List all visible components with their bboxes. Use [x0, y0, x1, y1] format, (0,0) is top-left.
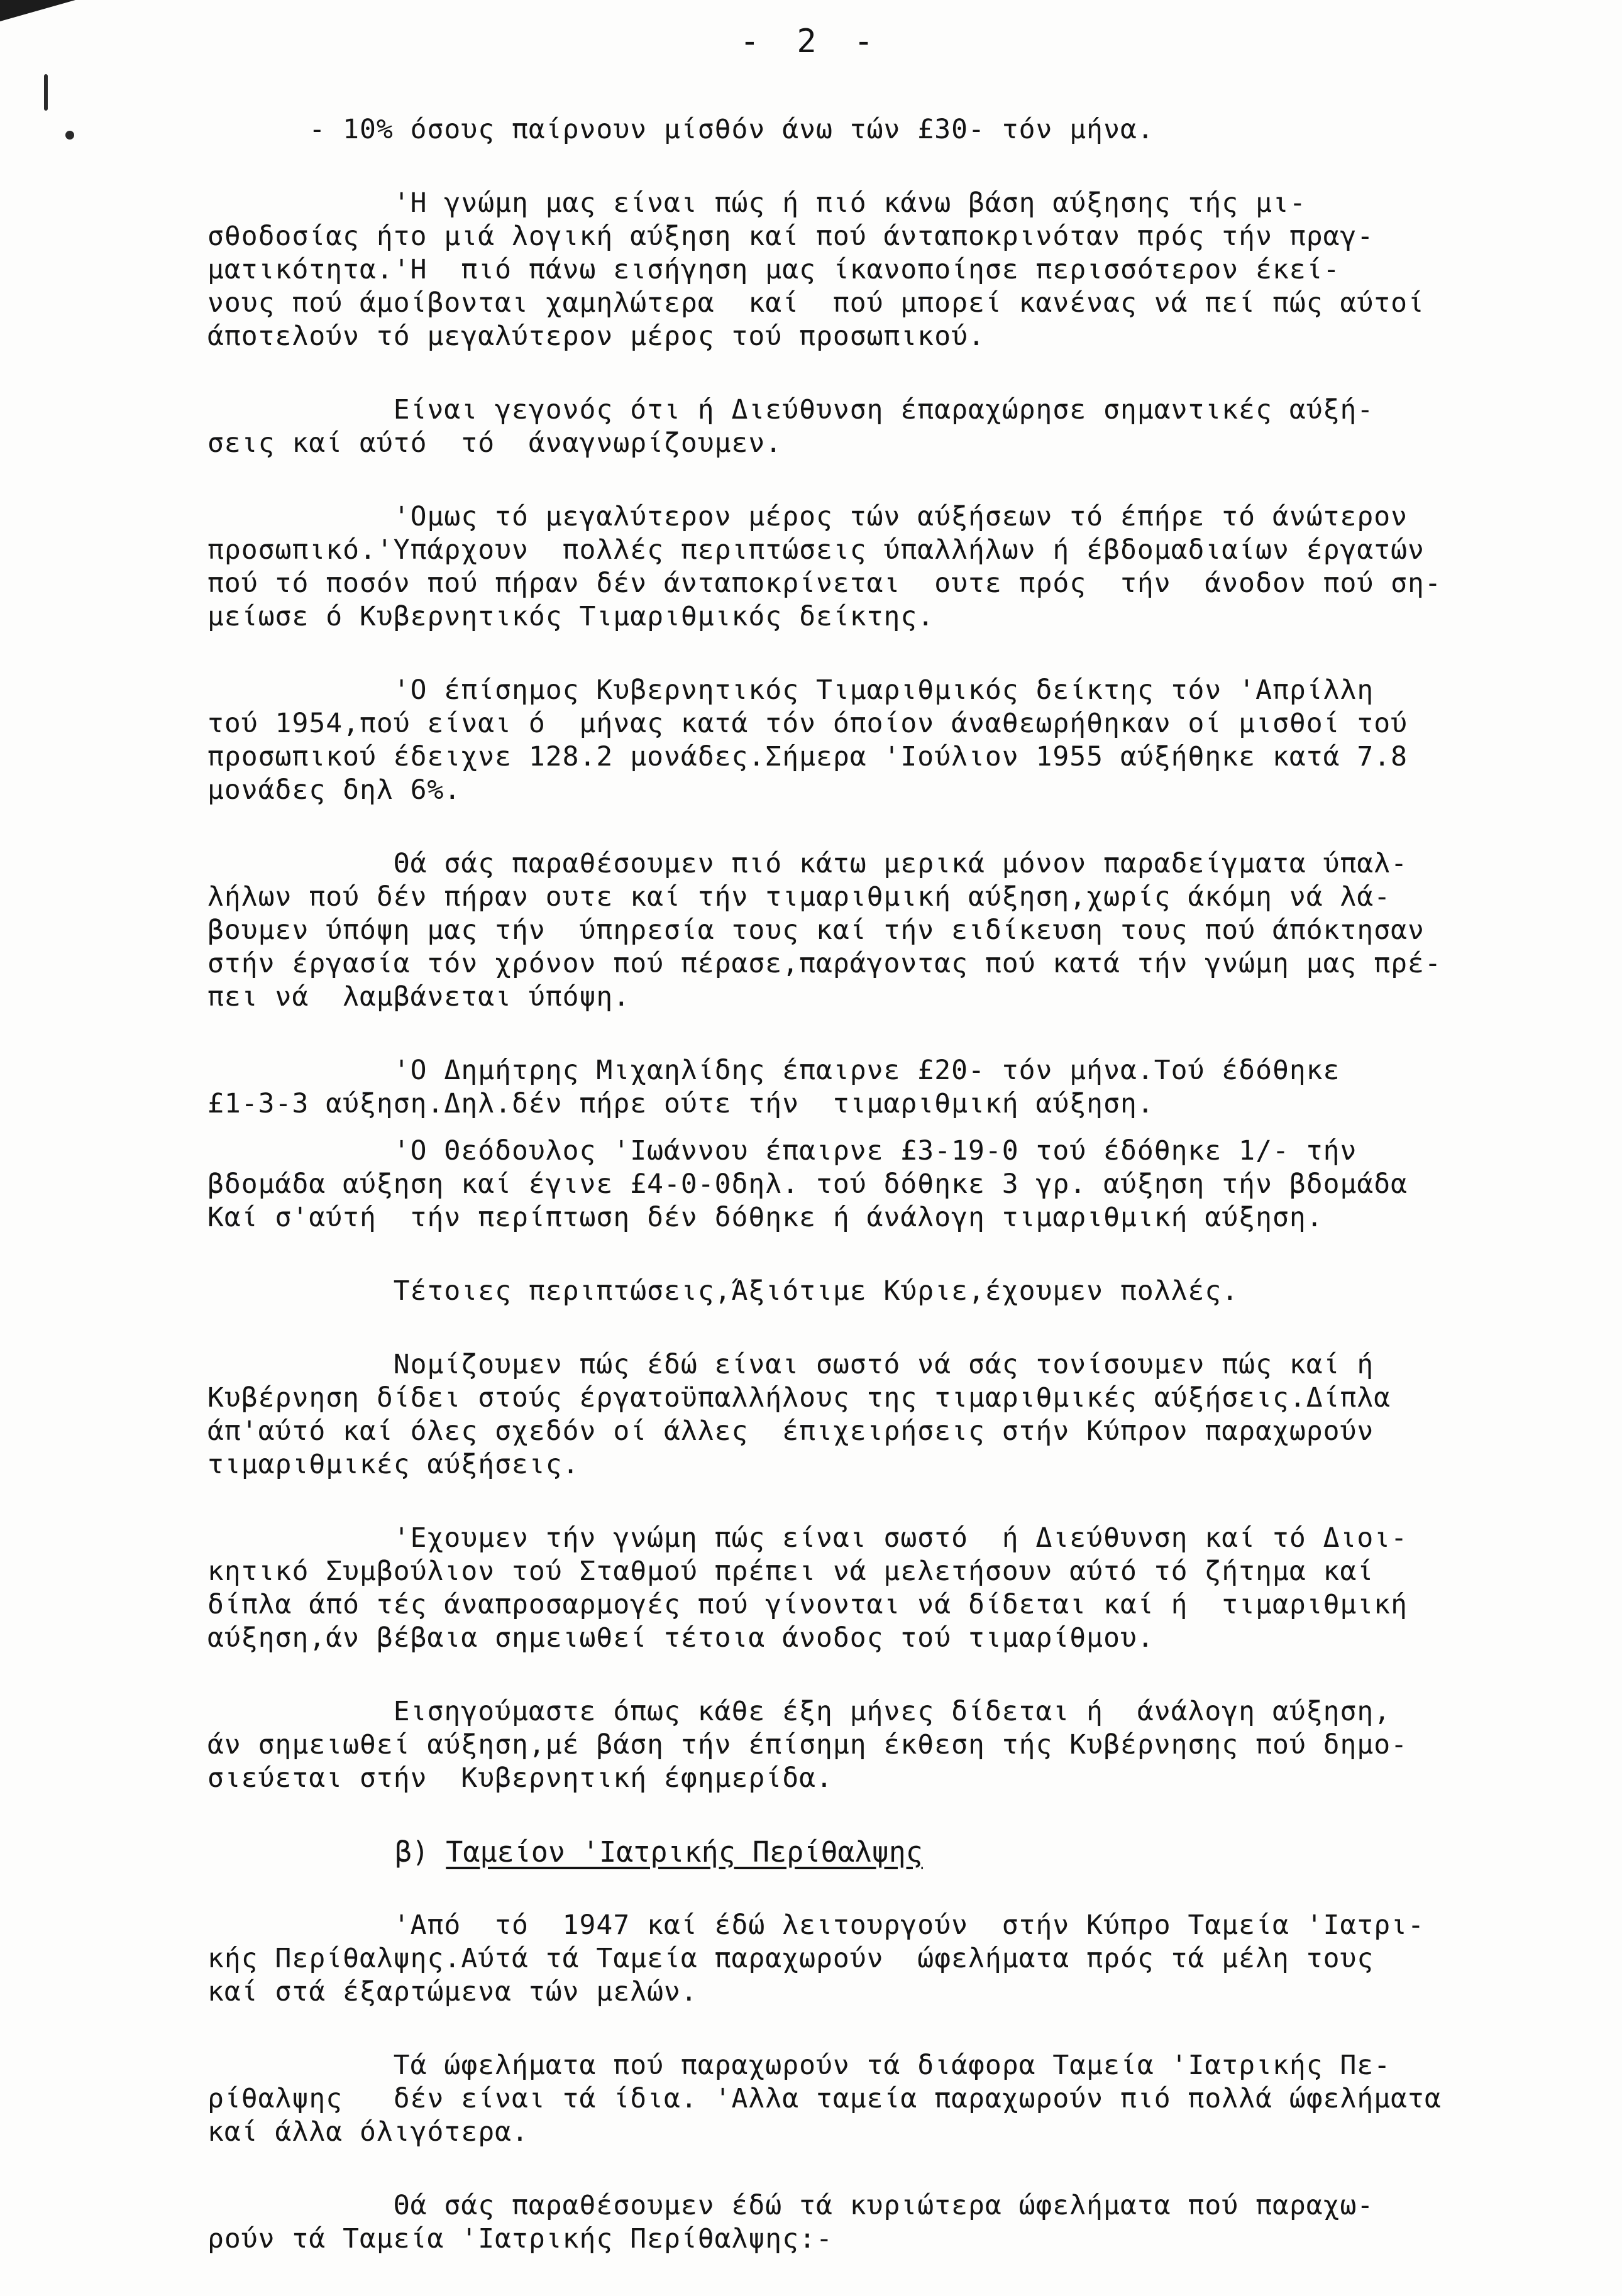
- text-line: αύξηση,άν βέβαια σημειωθεί τέτοια άνοδος τού τιμαρίθμου.: [207, 1622, 1154, 1654]
- text-line: κητικό Συμβούλιον τού Σταθμού πρέπει νά μελετήσουν αύτό τό ζήτημα καί: [207, 1556, 1374, 1587]
- text-line: λήλων πού δέν πήραν ουτε καί τήν τιμαριθμική αύξηση,χωρίς άκόμη νά λά-: [207, 881, 1391, 913]
- paragraph: [207, 1695, 1591, 1795]
- text-line: πει νά λαμβάνεται ύπόψη.: [207, 981, 631, 1013]
- section-heading: [207, 1835, 1591, 1869]
- paragraph: [207, 1134, 1591, 1234]
- text-line: προσωπικού έδειχνε 128.2 μονάδες.Σήμερα 'Ιούλιον 1955 αύξήθηκε κατά 7.8: [207, 741, 1408, 772]
- paragraph: [207, 1909, 1591, 2009]
- text-line: δίπλα άπό τές άναπροσαρμογές πού γίνονται νά δίδεται καί ή τιμαριθμική: [207, 1589, 1408, 1620]
- text-line: καί άλλα όλιγότερα.: [207, 2116, 529, 2148]
- paragraph: [207, 1275, 1591, 1308]
- margin-ink-dot: [65, 131, 74, 140]
- text-line: Είναι γεγονός ότι ή Διεύθυνση έπαραχώρησε σημαντικές αύξή-: [207, 394, 1374, 426]
- text-line: τού 1954,πού είναι ό μήνας κατά τόν όποίον άναθεωρήθηκαν οί μισθοί τού: [207, 708, 1408, 739]
- text-line: Θά σάς παραθέσουμεν πιό κάτω μερικά μόνον παραδείγματα ύπαλ-: [207, 848, 1408, 879]
- text-line: άν σημειωθεί αύξηση,μέ βάση τήν έπίσημη έκθεση τής Κυβέρνησης πού δημο-: [207, 1729, 1408, 1760]
- text-line: Εισηγούμαστε όπως κάθε έξη μήνες δίδεται ή άνάλογη αύξηση,: [207, 1696, 1391, 1727]
- paragraph: [207, 113, 1591, 146]
- paragraph: [207, 1054, 1591, 1121]
- text-line: ρίθαλψης δέν είναι τά ίδια. 'Αλλα ταμεία παραχωρούν πιό πολλά ώφελήματα: [207, 2083, 1442, 2114]
- text-line: βδομάδα αύξηση καί έγινε £4-0-0δηλ. τού δόθηκε 3 γρ. αύξηση τήν βδομάδα: [207, 1168, 1408, 1200]
- paragraph-list: [207, 113, 1591, 1795]
- text-line: 'Εχουμεν τήν γνώμη πώς είναι σωστό ή Διεύθυνση καί τό Διοι-: [207, 1522, 1408, 1554]
- text-line: Κυβέρνηση δίδει στούς έργατοϋπαλλήλους της τιμαριθμικές αύξήσεις.Δίπλα: [207, 1382, 1391, 1414]
- page-number: - 2 -: [739, 23, 883, 60]
- text-line: 'Ο Θεόδουλος 'Ιωάννου έπαιρνε £3-19-0 τού έδόθηκε 1/- τήν: [207, 1135, 1357, 1167]
- paragraph: [207, 393, 1591, 460]
- paragraph: [207, 1348, 1591, 1481]
- text-line: ρούν τά Ταμεία 'Ιατρικής Περίθαλψης:-: [207, 2223, 833, 2255]
- text-line: 'Από τό 1947 καί έδώ λειτουργούν στήν Κύπρο Ταμεία 'Ιατρι-: [207, 1909, 1425, 1941]
- margin-ink-mark: [44, 74, 48, 111]
- text-line: ματικότητα.'Η πιό πάνω εισήγηση μας ίκανοποίησε περισσότερον έκεί-: [207, 254, 1340, 285]
- text-line: 'Η γνώμη μας είναι πώς ή πιό κάνω βάση αύξησης τής μι-: [207, 187, 1306, 219]
- paragraph: [207, 187, 1591, 353]
- text-line: κής Περίθαλψης.Αύτά τά Ταμεία παραχωρούν ώφελήματα πρός τά μέλη τους: [207, 1943, 1374, 1974]
- text-line: σεις καί αύτό τό άναγνωρίζουμεν.: [207, 427, 783, 459]
- text-line: στήν έργασία τόν χρόνον πού πέρασε,παράγοντας πού κατά τήν γνώμη μας πρέ-: [207, 948, 1442, 979]
- text-line: άπ'αύτό καί όλες σχεδόν οί άλλες έπιχειρήσεις στήν Κύπρον παραχωρούν: [207, 1415, 1374, 1447]
- text-line: σθοδοσίας ήτο μιά λογική αύξηση καί πού άνταποκρινόταν πρός τήν πραγ-: [207, 221, 1374, 252]
- scan-page-corner: [0, 0, 75, 21]
- text-line: τιμαριθμικές αύξήσεις.: [207, 1449, 580, 1480]
- paragraph: [207, 2189, 1591, 2256]
- text-line: νους πού άμοίβονται χαμηλώτερα καί πού μπορεί κανένας νά πεί πώς αύτοί: [207, 287, 1425, 319]
- text-line: προσωπικό.'Υπάρχουν πολλές περιπτώσεις ύπαλλήλων ή έβδομαδιαίων έργατών: [207, 534, 1425, 566]
- text-line: καί στά έξαρτώμενα τών μελών.: [207, 1976, 698, 2008]
- text-line: £1-3-3 αύξηση.Δηλ.δέν πήρε ούτε τήν τιμαριθμική αύξηση.: [207, 1088, 1154, 1119]
- paragraph: [207, 674, 1591, 807]
- paragraph: [207, 2049, 1591, 2149]
- text-line: Νομίζουμεν πώς έδώ είναι σωστό νά σάς τονίσουμεν πώς καί ή: [207, 1349, 1374, 1380]
- section-prefix: β): [395, 1835, 429, 1869]
- text-line: Θά σάς παραθέσουμεν έδώ τά κυριώτερα ώφελήματα πού παραχω-: [207, 2190, 1374, 2221]
- paragraph: [207, 847, 1591, 1014]
- paragraph: [207, 500, 1591, 634]
- text-line: Τέτοιες περιπτώσεις,Άξιότιμε Κύριε,έχουμεν πολλές.: [207, 1275, 1239, 1307]
- paragraph: [207, 1522, 1591, 1655]
- text-line: - 10% όσους παίρνουν μίσθόν άνω τών £30- τόν μήνα.: [207, 114, 1154, 145]
- text-line: 'Ομως τό μεγαλύτερον μέρος τών αύξήσεων τό έπήρε τό άνώτερον: [207, 501, 1408, 532]
- text-line: σιεύεται στήν Κυβερνητική έφημερίδα.: [207, 1762, 833, 1794]
- text-line: μονάδες δηλ 6%.: [207, 774, 461, 806]
- section-paragraph-list: [207, 1909, 1591, 2256]
- text-line: Τά ώφελήματα πού παραχωρούν τά διάφορα Ταμεία 'Ιατρικής Πε-: [207, 2050, 1391, 2081]
- document-body: [207, 113, 1591, 2296]
- section-title: Ταμείον 'Ιατρικής Περίθαλψης: [446, 1835, 923, 1869]
- text-line: 'Ο Δημήτρης Μιχαηλίδης έπαιρνε £20- τόν μήνα.Τού έδόθηκε: [207, 1055, 1340, 1086]
- text-line: μείωσε ό Κυβερνητικός Τιμαριθμικός δείκτης.: [207, 601, 935, 632]
- text-line: 'Ο έπίσημος Κυβερνητικός Τιμαριθμικός δείκτης τόν 'Απρίλλη: [207, 674, 1374, 706]
- text-line: Καί σ'αύτή τήν περίπτωση δέν δόθηκε ή άνάλογη τιμαριθμική αύξηση.: [207, 1202, 1323, 1233]
- text-line: πού τό ποσόν πού πήραν δέν άνταποκρίνεται ουτε πρός τήν άνοδον πού ση-: [207, 568, 1442, 599]
- text-line: άποτελούν τό μεγαλύτερον μέρος τού προσωπικού.: [207, 321, 985, 352]
- text-line: βουμεν ύπόψη μας τήν ύπηρεσία τους καί τήν ειδίκευση τους πού άπόκτησαν: [207, 915, 1425, 946]
